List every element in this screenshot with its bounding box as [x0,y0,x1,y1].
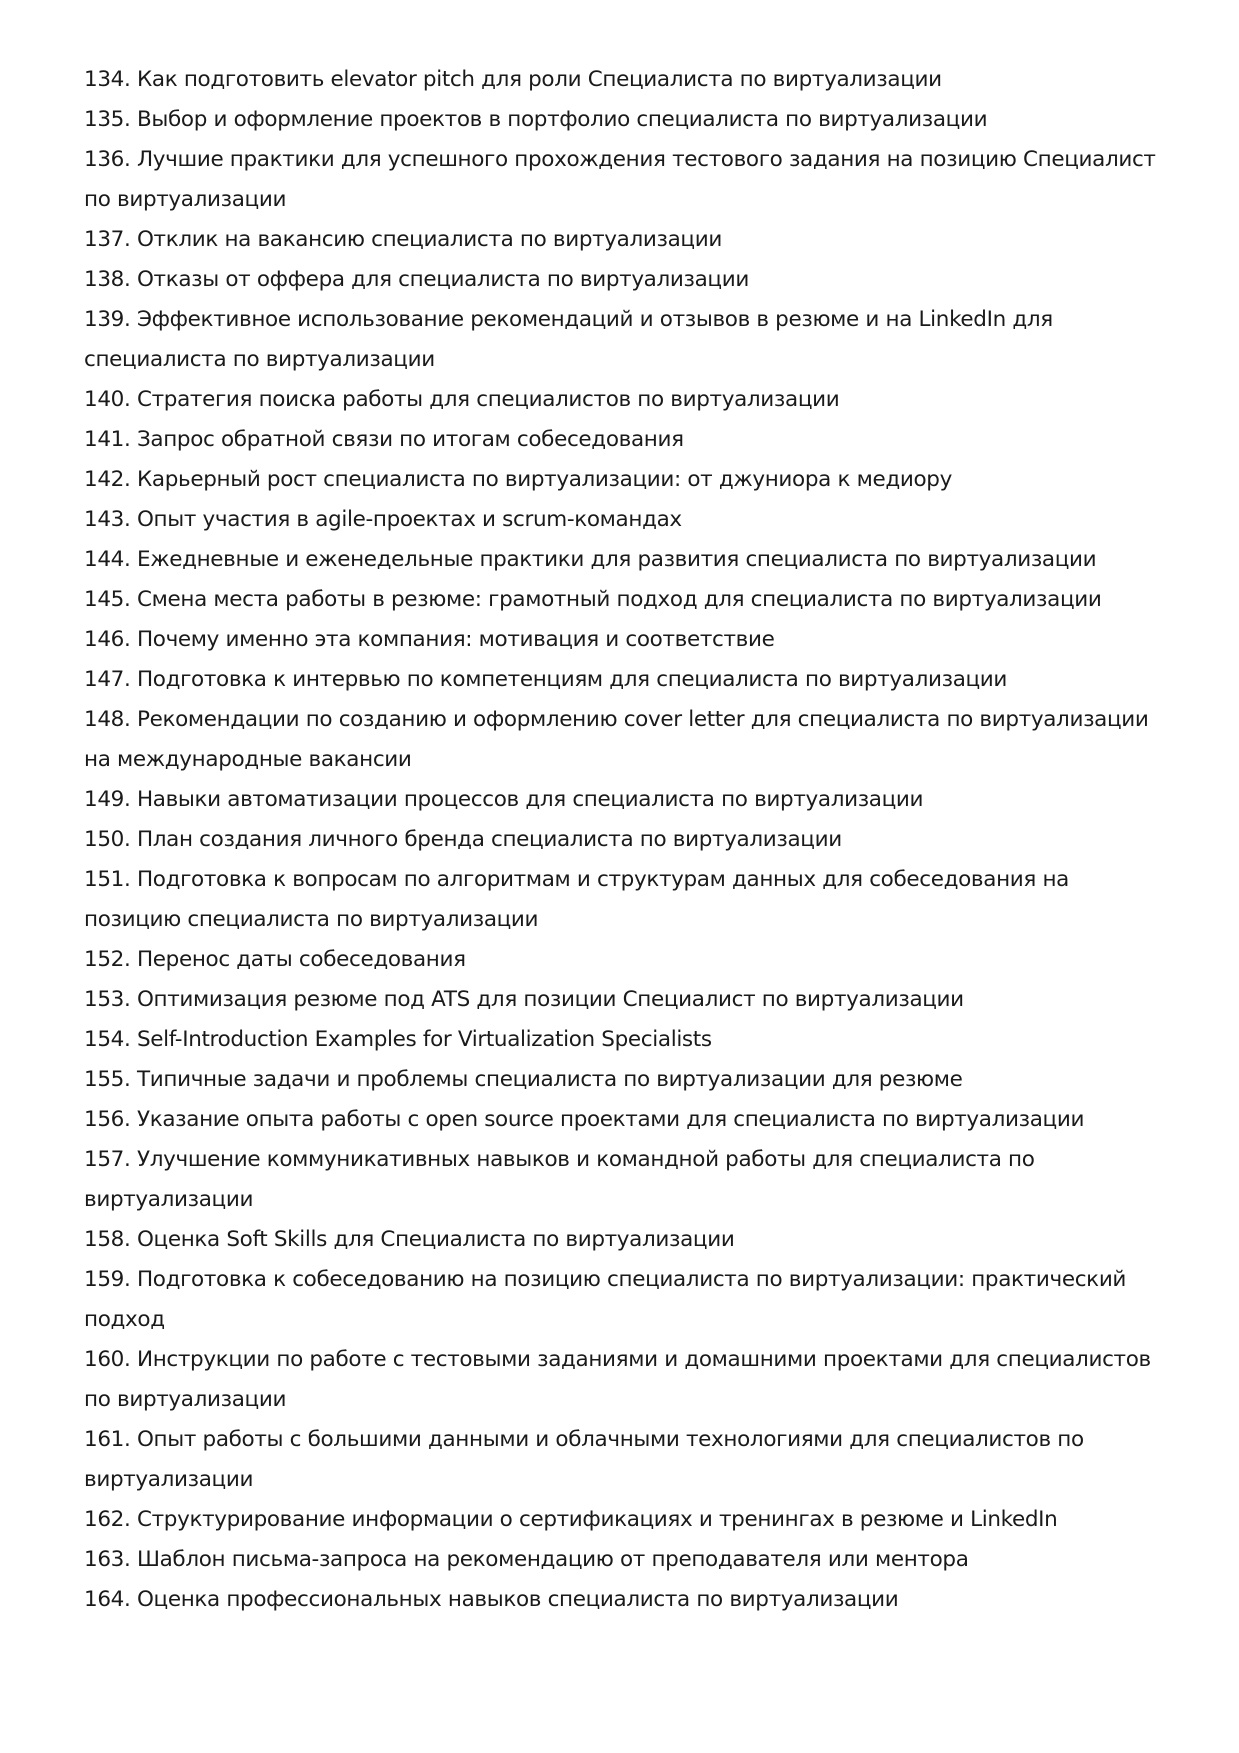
list-item: 146. Почему именно эта компания: мотивация и соответствие [84,627,775,652]
list-item: 136. Лучшие практики для успешного прохождения тестового задания на позицию Специалист по виртуализации [84,147,1156,212]
list-item: 148. Рекомендации по созданию и оформлению cover letter для специалиста по виртуализации на международные вакансии [84,707,1149,772]
list-item: 159. Подготовка к собеседованию на позицию специалиста по виртуализации: практический подход [84,1267,1127,1332]
list-item: 142. Карьерный рост специалиста по виртуализации: от джуниора к медиору [84,467,952,492]
list-item: 161. Опыт работы с большими данными и облачными технологиями для специалистов по виртуализации [84,1427,1084,1492]
list-item: 149. Навыки автоматизации процессов для специалиста по виртуализации [84,787,924,812]
list-item: 145. Смена места работы в резюме: грамотный подход для специалиста по виртуализации [84,587,1102,612]
list-item: 163. Шаблон письма-запроса на рекомендацию от преподавателя или ментора [84,1547,969,1572]
list-item: 152. Перенос даты собеседования [84,947,466,972]
list-item: 147. Подготовка к интервью по компетенциям для специалиста по виртуализации [84,667,1008,692]
list-item: 141. Запрос обратной связи по итогам собеседования [84,427,684,452]
list-item: 156. Указание опыта работы с open source проектами для специалиста по виртуализации [84,1107,1085,1132]
list-item: 134. Как подготовить elevator pitch для роли Специалиста по виртуализации [84,67,942,92]
list-item: 140. Стратегия поиска работы для специалистов по виртуализации [84,387,840,412]
topic-list [84,60,1164,1620]
list-item: 144. Ежедневные и еженедельные практики для развития специалиста по виртуализации [84,547,1097,572]
list-item: 160. Инструкции по работе с тестовыми заданиями и домашними проектами для специалистов по виртуализации [84,1347,1151,1412]
list-item: 151. Подготовка к вопросам по алгоритмам и структурам данных для собеседования на позицию специалиста по виртуализации [84,867,1069,932]
list-item: 155. Типичные задачи и проблемы специалиста по виртуализации для резюме [84,1067,963,1092]
list-item: 164. Оценка профессиональных навыков специалиста по виртуализации [84,1587,899,1612]
list-item: 138. Отказы от оффера для специалиста по виртуализации [84,267,749,292]
list-item: 154. Self-Introduction Examples for Virtualization Specialists [84,1027,712,1052]
list-item: 135. Выбор и оформление проектов в портфолио специалиста по виртуализации [84,107,988,132]
list-item: 162. Структурирование информации о сертификациях и тренингах в резюме и LinkedIn [84,1507,1058,1532]
list-item: 158. Оценка Soft Skills для Специалиста по виртуализации [84,1227,735,1252]
list-item: 143. Опыт участия в agile-проектах и scrum-командах [84,507,682,532]
list-item: 153. Оптимизация резюме под ATS для позиции Специалист по виртуализации [84,987,964,1012]
list-item: 139. Эффективное использование рекомендаций и отзывов в резюме и на LinkedIn для специалиста по виртуализации [84,307,1053,372]
document-page [84,60,1164,1620]
list-item: 137. Отклик на вакансию специалиста по виртуализации [84,227,722,252]
list-item: 150. План создания личного бренда специалиста по виртуализации [84,827,842,852]
list-item: 157. Улучшение коммуникативных навыков и командной работы для специалиста по виртуализации [84,1147,1035,1212]
